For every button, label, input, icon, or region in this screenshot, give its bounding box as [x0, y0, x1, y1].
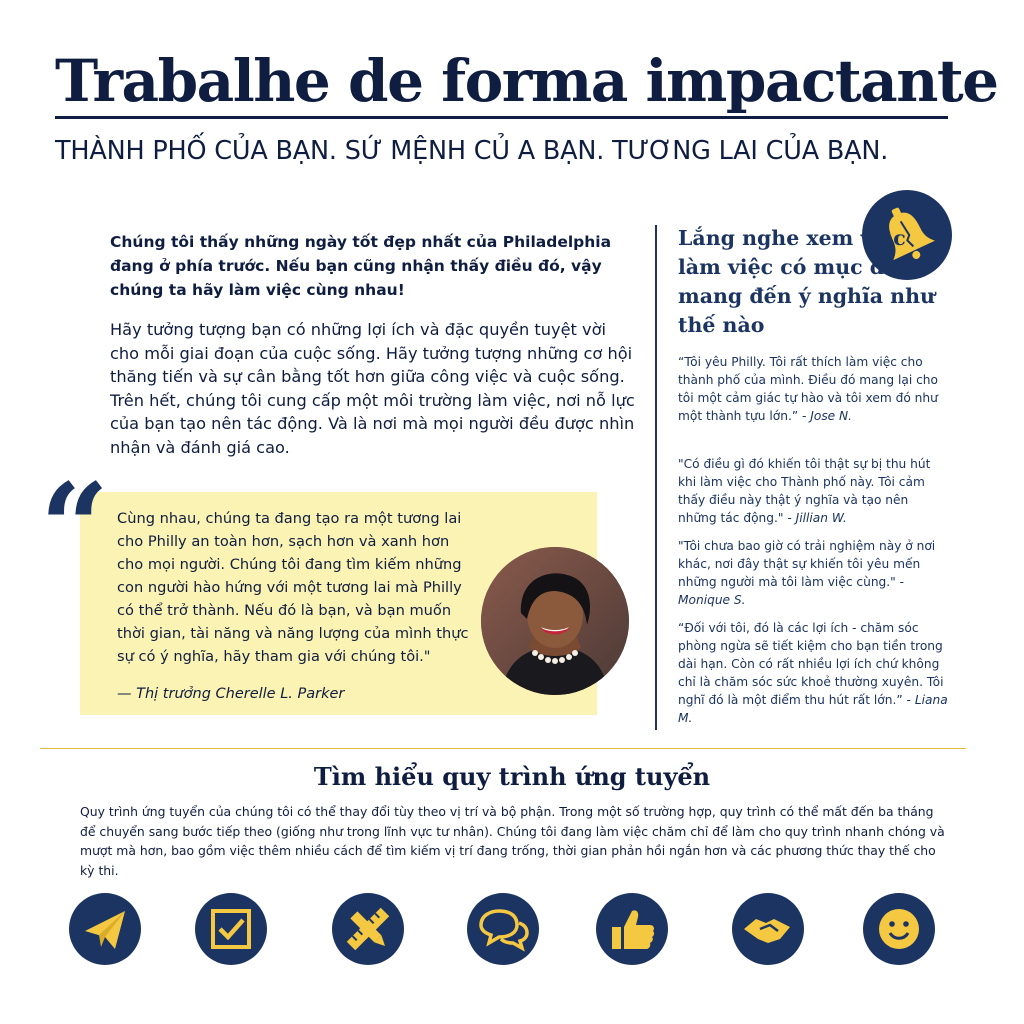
page-subtitle: THÀNH PHỐ CỦA BẠN. SỨ MỆNH CỦ A BẠN. TƯƠNG LAI CỦA BẠN.	[55, 136, 889, 166]
thumbs-up-icon	[596, 893, 668, 965]
page-title: Trabalhe de forma impactante	[55, 47, 998, 115]
sidebar-heading: Lắng nghe xem việc làm việc có mục đích mang đến ý nghĩa như thế nào	[678, 226, 935, 337]
mayor-portrait	[481, 547, 629, 695]
testimonial-text: "Tôi chưa bao giờ có trải nghiệm này ở nơi khác, nơi đây thật sự khiến tôi yêu mến những người mà tôi làm việc cùng." -	[678, 539, 936, 589]
sidebar-divider	[655, 225, 657, 730]
testimonial-author: Jose N.	[810, 409, 853, 423]
testimonial-author: Jillian W.	[795, 511, 847, 525]
testimonial-text: “Tôi yêu Philly. Tôi rất thích làm việc cho thành phố của mình. Điều đó mang lại cho tôi một cảm giác tự hào và tôi xem đó như một thành tựu lớn.” -	[678, 355, 938, 423]
chat-bubbles-icon	[467, 893, 539, 965]
testimonial	[678, 353, 950, 425]
process-body: Quy trình ứng tuyển của chúng tôi có thể thay đổi tùy theo vị trí và bộ phận. Trong một số trường hợp, quy trình có thể mất đến ba tháng để chuyển sang bước tiếp theo (giống như trong lĩnh vực tư nhân). Chúng tôi đang làm việc chăm chỉ để làm cho quy trình nhanh chóng và mượt mà hơn, bao gồm việc thêm nhiều cách để tìm kiếm vị trí đang trống, thời gian phản hồi ngắn hơn và các phương thức thay thế cho kỳ thi.	[80, 804, 945, 878]
paper-plane-icon	[69, 893, 141, 965]
testimonial-author: Monique S.	[678, 593, 746, 607]
testimonial	[678, 537, 950, 609]
testimonial	[678, 619, 950, 727]
testimonial	[678, 455, 950, 527]
intro-lead: Chúng tôi thấy những ngày tốt đẹp nhất của Philadelphia đang ở phía trước. Nếu bạn cũng nhận thấy điều đó, vậy chúng ta hãy làm việc cùng nhau!	[110, 233, 612, 299]
checkbox-icon	[195, 893, 267, 965]
testimonial-author: Liana M.	[678, 693, 948, 725]
handshake-icon	[732, 893, 804, 965]
smiley-icon	[863, 893, 935, 965]
intro-body: Hãy tưởng tượng bạn có những lợi ích và đặc quyền tuyệt vời cho mỗi giai đoạn của cuộc sống. Hãy tưởng tượng những cơ hội thăng tiến và sự cân bằng tốt hơn giữa công việc và cuộc sống. Trên hết, chúng tôi cung cấp một môi trường làm việc, nơi nỗ lực của bạn tạo nên tác động. Và là nơi mà mọi người đều được nhìn nhận và đánh giá cao.	[110, 320, 635, 457]
quote-mark-icon: “	[40, 457, 110, 598]
pencil-ruler-icon	[332, 893, 404, 965]
mayor-quote: Cùng nhau, chúng ta đang tạo ra một tương lai cho Philly an toàn hơn, sạch hơn và xanh hơn cho mọi người. Chúng tôi đang tìm kiếm những con người hào hứng với một tương lai mà Philly có thể trở thành. Nếu đó là bạn, và bạn muốn thời gian, tài năng và năng lượng của mình thực sự có ý nghĩa, hãy tham gia với chúng tôi."	[117, 510, 469, 665]
title-underline	[55, 116, 948, 119]
testimonial-text: "Có điều gì đó khiến tôi thật sự bị thu hút khi làm việc cho Thành phố này. Tôi cảm thấy điều này thật ý nghĩa và tạo nên những tác động." -	[678, 457, 931, 525]
process-heading: Tìm hiểu quy trình ứng tuyển	[313, 762, 711, 791]
testimonial-text: “Đối với tôi, đó là các lợi ích - chăm sóc phòng ngừa sẽ tiết kiệm cho bạn tiền trong dài hạn. Còn có rất nhiều lợi ích chứ không chỉ là chăm sóc sức khoẻ thường xuyên. Tôi nghĩ đó là một điểm thu hút rất lớn.” -	[678, 621, 944, 707]
quote-attribution: — Thị trưởng Cherelle L. Parker	[117, 686, 345, 702]
section-divider	[40, 748, 966, 749]
